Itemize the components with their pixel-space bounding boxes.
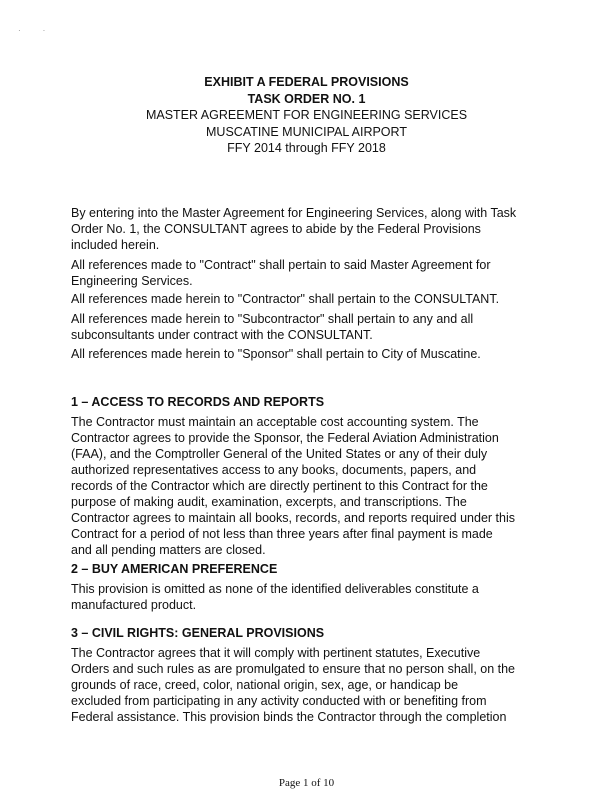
text-line: By entering into the Master Agreement for Engineering Services, along with Task (71, 206, 517, 220)
text-line: and all pending matters are closed. (71, 543, 266, 557)
text-line: The Contractor agrees that it will comply with pertinent statutes, Executive (71, 646, 481, 660)
intro-paragraph-1 (71, 205, 516, 253)
text-line: All references made to "Contract" shall pertain to said Master Agreement for (71, 258, 491, 272)
section-3 (71, 625, 515, 725)
text-line: purpose of making audit, examination, excerpts, and transcriptions. The (71, 495, 467, 509)
text-line: Federal assistance. This provision binds the Contractor through the completion (71, 710, 507, 724)
text-line: records of the Contractor which are directly pertinent to this Contract for the (71, 479, 488, 493)
intro-paragraph-3 (71, 291, 499, 307)
text-line: All references made herein to "Sponsor" shall pertain to City of Muscatine. (71, 347, 481, 361)
section-2 (71, 561, 479, 613)
agreement-title: MASTER AGREEMENT FOR ENGINEERING SERVICES (145, 108, 468, 122)
document-header (0, 74, 613, 157)
text-line: Contractor agrees to provide the Sponsor, the Federal Aviation Administration (71, 431, 499, 445)
text-line: (FAA), and the Comptroller General of the United States or any of their duly (71, 447, 488, 461)
airport-name: MUSCATINE MUNICIPAL AIRPORT (206, 124, 407, 139)
section-heading: 1 – ACCESS TO RECORDS AND REPORTS (71, 395, 325, 409)
text-line: Engineering Services. (71, 274, 193, 288)
exhibit-title: EXHIBIT A FEDERAL PROVISIONS (204, 75, 409, 89)
intro-paragraph-4 (71, 311, 473, 343)
text-line: grounds of race, creed, color, national origin, sex, age, or handicap be (71, 678, 459, 692)
task-order-title: TASK ORDER NO. 1 (247, 91, 366, 106)
section-heading: 2 – BUY AMERICAN PREFERENCE (71, 562, 278, 576)
text-line: Contractor agrees to maintain all books, records, and reports required under this (71, 511, 515, 525)
text-line: excluded from participating in any activity conducted with or benefiting from (71, 694, 487, 708)
section-heading: 3 – CIVIL RIGHTS: GENERAL PROVISIONS (71, 626, 325, 640)
text-line: authorized representatives access to any books, documents, papers, and (71, 463, 477, 477)
text-line: included herein. (71, 238, 160, 252)
scan-specks: ·· (18, 26, 68, 35)
text-line: subconsultants under contract with the CONSULTANT. (71, 328, 373, 342)
text-line: This provision is omitted as none of the identified deliverables constitute a (71, 582, 479, 596)
section-1 (71, 394, 515, 558)
text-line: The Contractor must maintain an acceptable cost accounting system. The (71, 415, 479, 429)
text-line: All references made herein to "Subcontractor" shall pertain to any and all (71, 312, 474, 326)
intro-paragraph-2 (71, 257, 491, 289)
text-line: All references made herein to "Contractor" shall pertain to the CONSULTANT. (71, 292, 500, 306)
intro-paragraph-5 (71, 346, 481, 362)
text-line: Contract for a period of not less than three years after final payment is made (71, 527, 493, 541)
text-line: Orders and such rules as are promulgated to ensure that no person shall, on the (71, 662, 516, 676)
fiscal-years: FFY 2014 through FFY 2018 (227, 141, 386, 155)
page-number: Page 1 of 10 (278, 777, 335, 789)
text-line: Order No. 1, the CONSULTANT agrees to abide by the Federal Provisions (71, 222, 481, 236)
text-line: manufactured product. (71, 598, 197, 612)
